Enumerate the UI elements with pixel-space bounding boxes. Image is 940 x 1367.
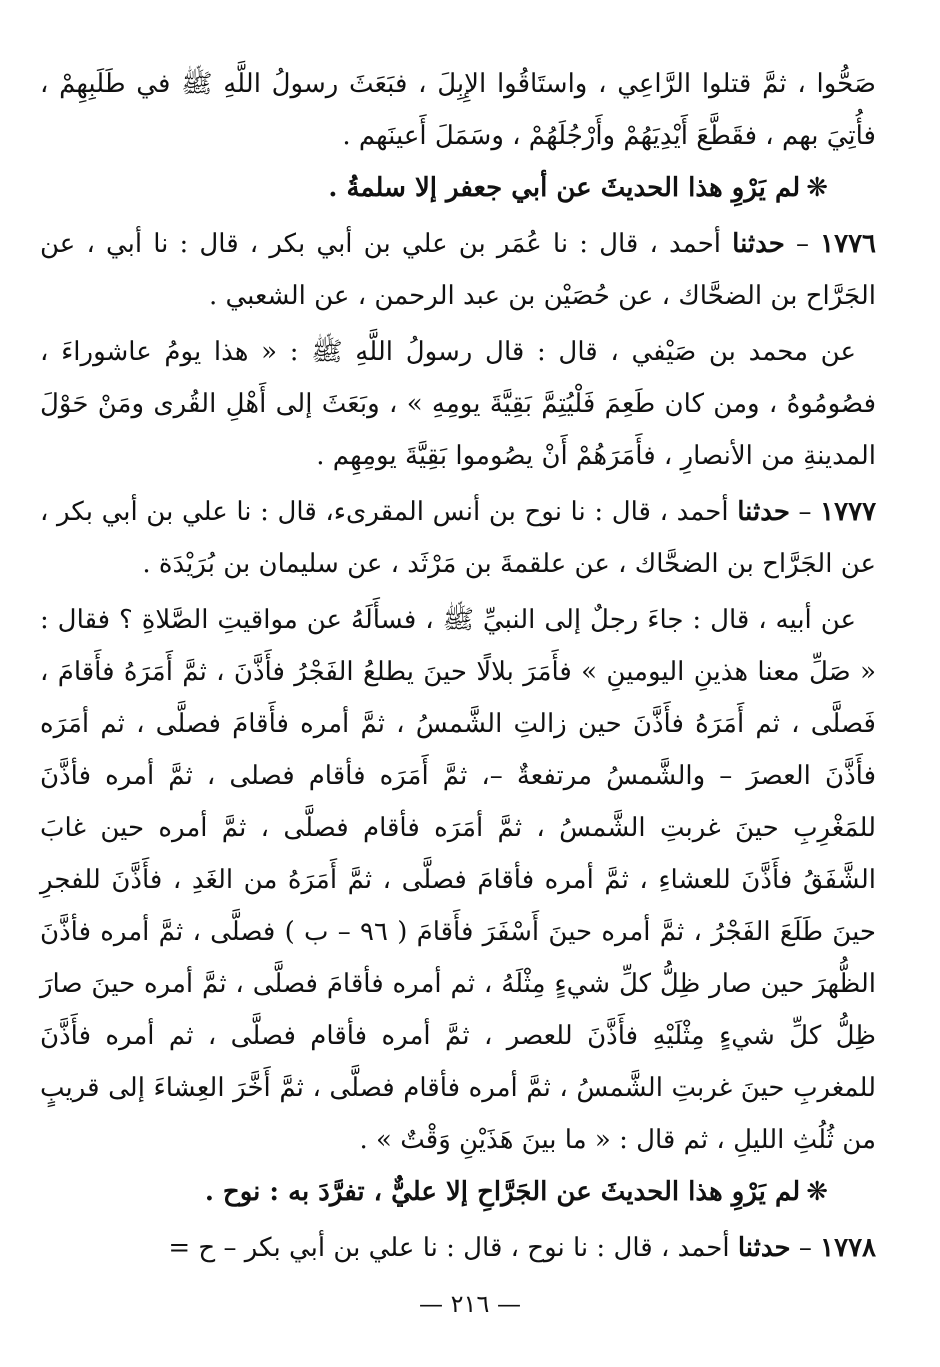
- hadith-1777: [40, 486, 876, 590]
- hadith-dash: –: [798, 497, 812, 527]
- paragraph-continuation: صَحُّوا ، ثمَّ قتلوا الرَّاعِي ، واستَاقُوا الإِبِلَ ، فبَعَثَ رسولُ اللَّهِ ﷺ في طَلَبِهِمْ ، فأُتِيَ بهم ، فقَطَّعَ أَيْدِيَهُمْ وأَرْجُلَهُمْ ، وسَمَلَ أَعينَهم .: [40, 69, 876, 151]
- asterisk-icon: ❋: [806, 1177, 828, 1207]
- note-text: لم يَرْوِ هذا الحديثَ عن أبي جعفر إلا سلمةُ .: [328, 173, 801, 203]
- page-number: — ٢١٦ —: [419, 1290, 521, 1318]
- hadith-heading: حدثنا: [737, 497, 790, 527]
- hadith-heading: حدثنا: [737, 1233, 791, 1263]
- hadith-isnad: أحمد ، قال : نا نوح ، قال : نا علي بن أبي بكر – ح =: [168, 1233, 730, 1263]
- note-2: [40, 1166, 876, 1218]
- hadith-heading: حدثنا: [732, 229, 785, 259]
- hadith-1776: [40, 218, 876, 322]
- hadith-number: ١٧٧٨: [820, 1233, 876, 1263]
- hadith-isnad: أحمد ، قال : نا نوح بن أنس المقرىء، قال : نا علي بن أبي بكر ، عن الجَرَّاح بن الضحَّاك ، عن علقمةَ بن مَرْثَد ، عن سليمان بن بُرَيْدَة .: [40, 497, 876, 579]
- note-text: لم يَرْوِ هذا الحديثَ عن الجَرَّاحِ إلا عليٌّ ، تفرَّدَ به : نوح .: [204, 1177, 801, 1207]
- hadith-number: ١٧٧٦: [820, 229, 877, 259]
- hadith-1777-matn: عن أبيه ، قال : جاءَ رجلٌ إلى النبيِّ ﷺ ، فسأَلَهُ عن مواقيتِ الصَّلاةِ ؟ فقال : « صَلِّ معنا هذينِ اليومينِ » فأَمَرَ بلالًا حينَ يطلعُ الفَجْرُ فأَذَّنَ ، ثمَّ أَمَرَهُ فأَقامَ ، فَصلَّى ، ثم أَمَرَهُ فأَذَّنَ حين زالتِ الشَّمسُ ، ثمَّ أمره فأَقامَ فصلَّى ، ثم أمَرَه فأَذَّنَ العصرَ – والشَّمسُ مرتفعةٌ –، ثمَّ أَمَرَه فأقام فصلى ، ثمَّ أمره فأذَّنَ للمَغْرِبِ حينَ غربتِ الشَّمسُ ، ثمَّ أمَرَه فأقام فصلَّى ، ثمَّ أمره حين غابَ الشَّفَقُ فأَذَّنَ للعشاءِ ، ثمَّ أمره فأقامَ فصلَّى ، ثمَّ أَمَرَهُ من الغَدِ ، فأَذَّنَ للفجرِ حينَ طَلَعَ الفَجْرُ ، ثمَّ أمره حينَ أَسْفَرَ فأَقامَ ( ٩٦ – ب ) فصلَّى ، ثمَّ أمره فأذَّنَ الظُّهرَ حين صار ظِلُّ كلِّ شيءٍ مِثْلَهُ ، ثم أمره فأقامَ فصلَّى ، ثمَّ أمره حينَ صارَ ظِلُّ كلِّ شيءٍ مِثْلَيْهِ فأَذَّنَ للعصر ، ثمَّ أمره فأقام فصلَّى ، ثم أمره فأَذَّنَ للمغربِ حينَ غربتِ الشَّمسُ ، ثمَّ أمره فأقام فصلَّى ، ثمَّ أَخَّرَ العِشاءَ إلى قريبٍ من ثُلُثِ الليلِ ، ثم قال : « ما بينَ هَذَيْنِ وَقْتٌ » .: [40, 605, 876, 1155]
- hadith-1776-matn: عن محمد بن صَيْفي ، قال : قال رسولُ اللَّهِ ﷺ : « هذا يومُ عاشوراءَ ، فصُومُوهُ ، ومن كان طَعِمَ فَلْيُتِمَّ بَقِيَّةَ يومِهِ » ، وبَعَثَ إلى أَهْلِ القُرى ومَنْ حَوْلَ المدينةِ من الأنصارِ ، فأَمَرَهُمْ أَنْ يصُوموا بَقِيَّةَ يومِهِم .: [40, 337, 876, 471]
- asterisk-icon: ❋: [806, 173, 828, 203]
- hadith-dash: –: [798, 1233, 812, 1263]
- hadith-number: ١٧٧٧: [820, 497, 877, 527]
- hadith-1778: [40, 1222, 876, 1274]
- hadith-isnad: أحمد ، قال : نا عُمَر بن علي بن أبي بكر ، قال : نا أبي ، عن الجَرَّاح بن الضحَّاك ، عن حُصَيْن بن عبد الرحمن ، عن الشعبي .: [40, 229, 876, 311]
- hadith-dash: –: [796, 229, 810, 259]
- note-1: [40, 162, 876, 214]
- page-body: [40, 58, 876, 1274]
